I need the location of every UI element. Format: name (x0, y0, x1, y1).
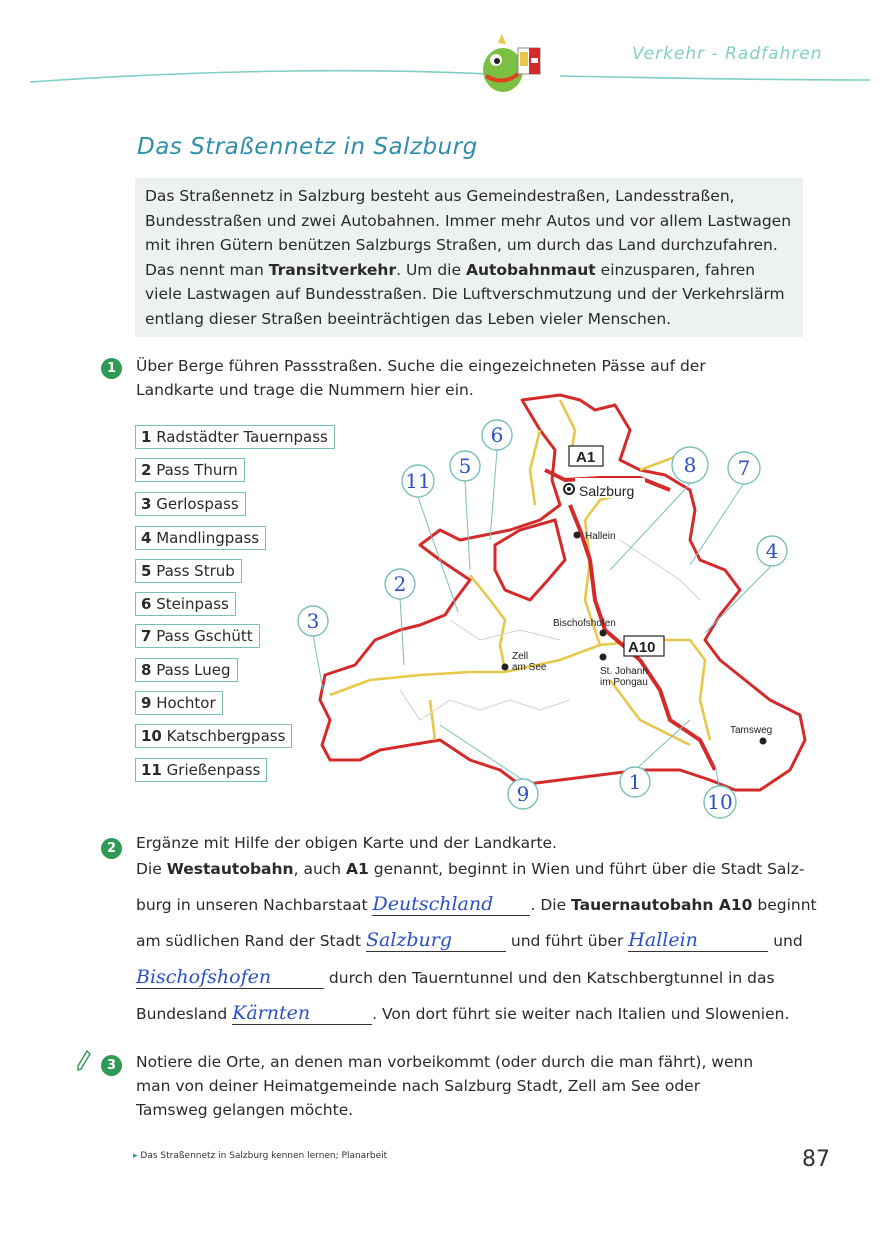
footer-arrow-icon: ▸ (133, 1151, 138, 1161)
answer-kaernten[interactable]: Kärnten (232, 1002, 372, 1025)
pass-item: 11 Grießenpass (135, 758, 267, 782)
a1-label: A1 (576, 449, 596, 466)
tamsweg-dot (760, 738, 767, 745)
circle-8: 8 (683, 453, 697, 477)
circle-1: 1 (628, 770, 642, 794)
answer-bischofshofen[interactable]: Bischofshofen (136, 966, 324, 989)
map-label-tamsweg: Tamsweg (730, 725, 773, 736)
pointer-lines (313, 450, 772, 790)
map-label-salzburg: Salzburg (579, 483, 635, 499)
pass-item: 2 Pass Thurn (135, 458, 245, 482)
task-2-line-4: Bischofshofen durch den Tauerntunnel und den Katschbergtunnel in das (136, 966, 775, 988)
pass-item: 9 Hochtor (135, 691, 223, 715)
gray-roads (400, 540, 700, 720)
yellow-roads (330, 400, 710, 745)
map-number-circles (298, 420, 787, 818)
circle-10: 10 (707, 790, 733, 814)
header-wave-line (30, 71, 870, 82)
task-3-number: 3 (101, 1055, 122, 1076)
map-label-hallein: Hallein (585, 531, 616, 542)
circle-11: 11 (405, 469, 431, 493)
task-2-line-3: am südlichen Rand der Stadt Salzburg und führt über Hallein und (136, 929, 803, 951)
map-label-stjohann-2: im Pongau (600, 677, 648, 688)
mascot-dragon-icon (483, 34, 523, 92)
circle-6: 6 (490, 423, 504, 447)
bischofshofen-dot (600, 630, 607, 637)
task-2-line-1: Die Westautobahn, auch A1 genannt, beginnt in Wien und führt über die Stadt Salz- (136, 860, 805, 878)
intro-box: Das Straßennetz in Salzburg besteht aus Gemeindestraßen, Landesstraßen, Bundesstraßen und zwei Autobahnen. Immer mehr Autos und vor allem Lastwagen mit ihren Gütern benützen Salzburgs Straßen, um durch das Land durchzufahren. Das nennt man Transitverkehr. Um die Autobahnmaut einzusparen, fahren viele Lastwagen auf Bundesstraßen. Die Luftverschmutzung und der Verkehrslärm entlang dieser Straßen beeinträchtigen das Leben vieler Menschen. (135, 178, 803, 337)
pass-item: 10 Katschbergpass (135, 724, 292, 748)
map-label-bischofshofen: Bischofshofen (553, 618, 616, 629)
a10-label: A10 (628, 639, 656, 656)
salzburg-coat-of-arms-icon (518, 48, 540, 74)
zell-dot (502, 664, 509, 671)
pass-item: 3 Gerlospass (135, 492, 246, 516)
pass-item: 4 Mandlingpass (135, 526, 266, 550)
circle-4: 4 (765, 539, 779, 563)
task-2-number: 2 (101, 838, 122, 859)
task-2-line-5: Bundesland Kärnten . Von dort führt sie weiter nach Italien und Slowenien. (136, 1002, 790, 1024)
footer-note: ▸ Das Straßennetz in Salzburg kennen lernen; Planarbeit (133, 1151, 388, 1161)
circle-5: 5 (458, 454, 472, 478)
map-label-zell: Zell (512, 651, 529, 662)
circle-9: 9 (516, 782, 530, 806)
page-number: 87 (802, 1147, 830, 1172)
circle-2: 2 (393, 572, 407, 596)
pass-item: 8 Pass Lueg (135, 658, 238, 682)
task-1-number: 1 (101, 358, 122, 379)
salzburg-map (280, 385, 820, 835)
task-2-intro: Ergänze mit Hilfe der obigen Karte und der Landkarte. (136, 834, 557, 852)
answer-deutschland[interactable]: Deutschland (372, 893, 530, 916)
task-3-text: Notiere die Orte, an denen man vorbeikommt (oder durch die man fährt), wenn man von deiner Heimatgemeinde nach Salzburg Stadt, Zell am See oder Tamsweg gelangen möchte. (136, 1053, 754, 1119)
pass-item: 6 Steinpass (135, 592, 236, 616)
stjohann-dot (600, 654, 607, 661)
task-2-line-2: burg in unseren Nachbarstaat Deutschland . Die Tauernautobahn A10 beginnt (136, 893, 817, 915)
section-label: Verkehr - Radfahren (632, 44, 823, 64)
answer-salzburg[interactable]: Salzburg (366, 929, 506, 952)
map-label-stjohann: St. Johann (600, 666, 648, 677)
task-1-text: Über Berge führen Passstraßen. Suche die eingezeichneten Pässe auf der Landkarte und trage die Nummern hier ein. (136, 357, 706, 399)
pass-item: 1 Radstädter Tauernpass (135, 425, 335, 449)
answer-hallein[interactable]: Hallein (628, 929, 768, 952)
circle-3: 3 (306, 609, 320, 633)
map-label-zell-2: am See (512, 662, 547, 673)
circle-7: 7 (737, 456, 751, 480)
hallein-dot (574, 532, 581, 539)
pass-item: 5 Pass Strub (135, 559, 242, 583)
header-decoration (0, 30, 890, 100)
pencil-icon (76, 1050, 92, 1072)
pass-item: 7 Pass Gschütt (135, 624, 260, 648)
page-title: Das Straßennetz in Salzburg (137, 134, 478, 160)
